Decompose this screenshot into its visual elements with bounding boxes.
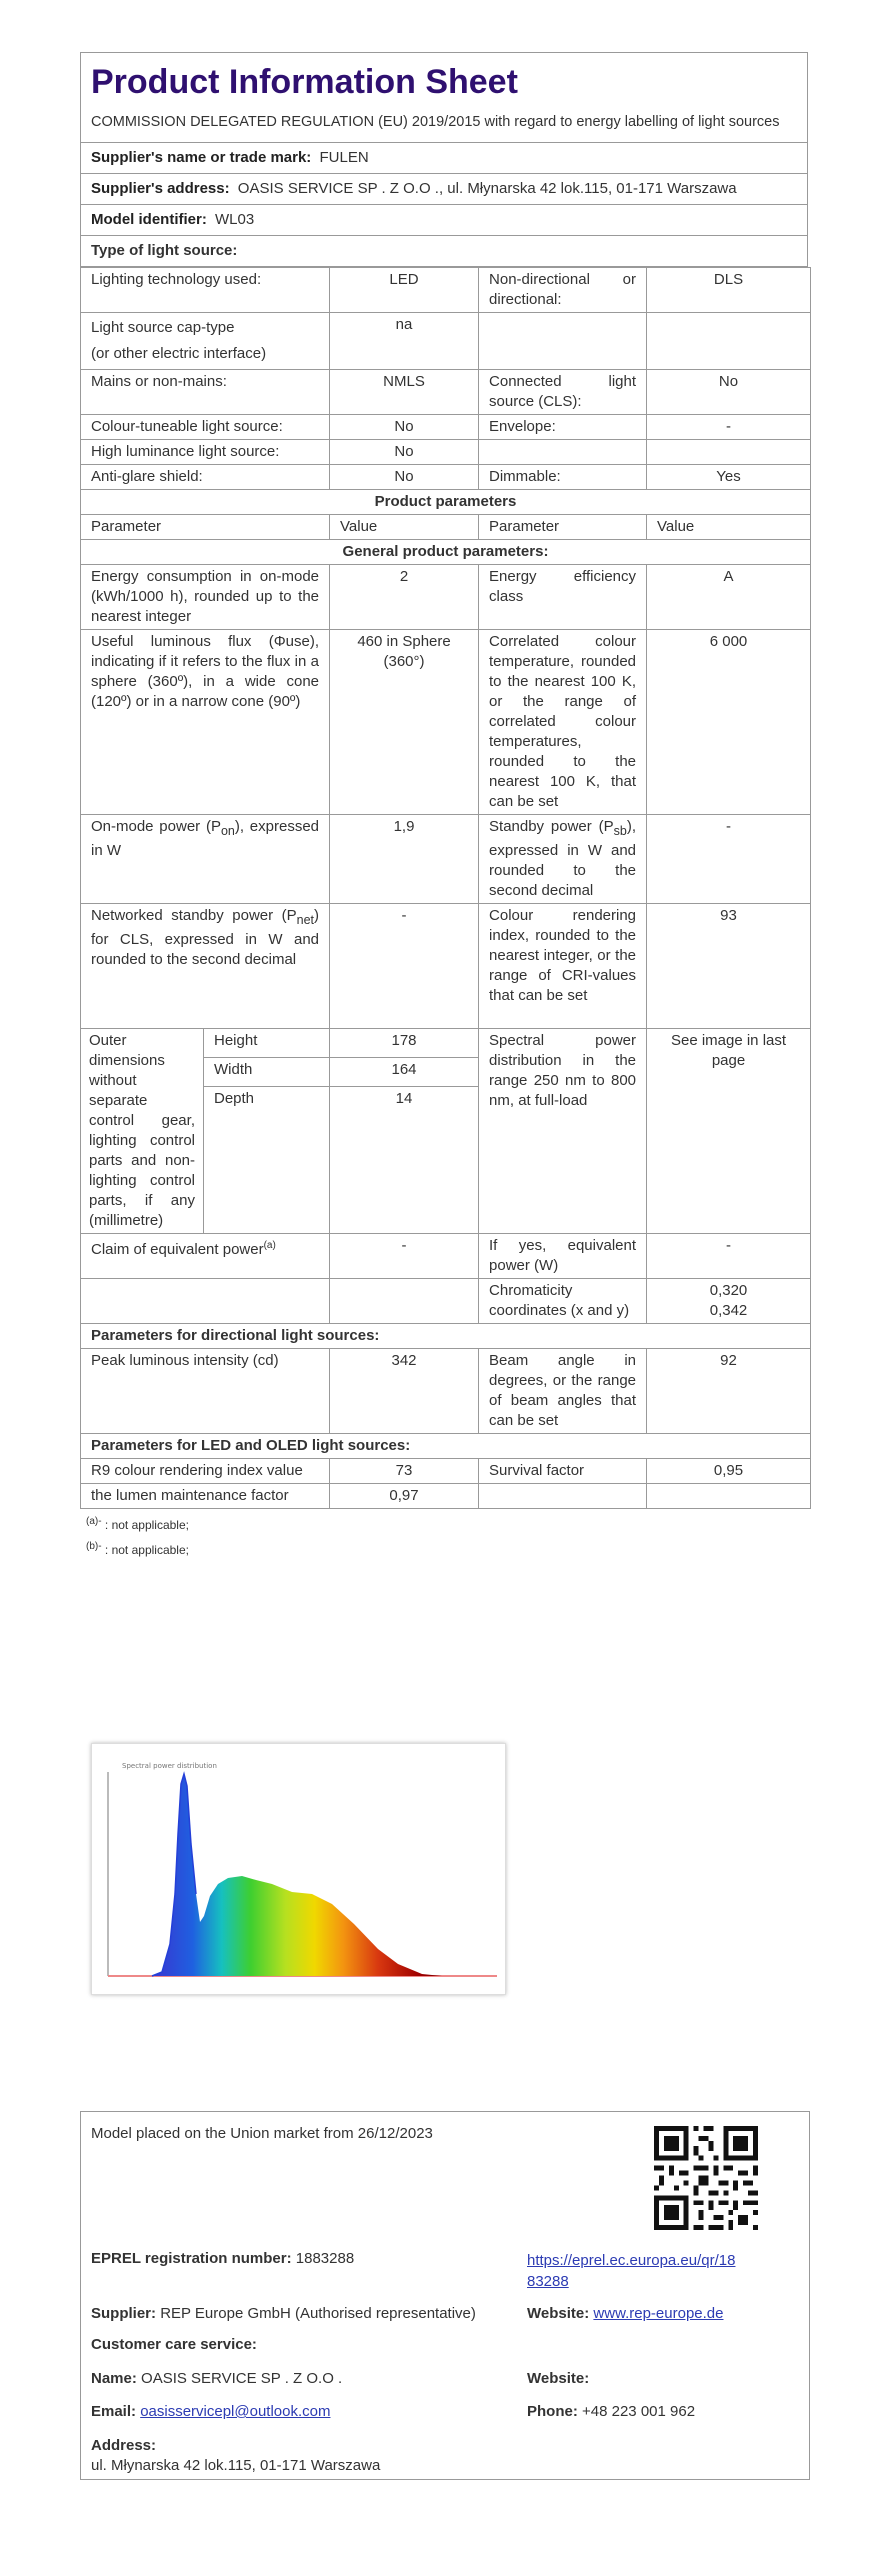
website-link[interactable]: www.rep-europe.de [593,2305,724,2322]
table-row: the lumen maintenance factor 0,97 [81,1484,811,1509]
footnote-b: $^{(b)-}$ : not applicable; [86,1541,189,1557]
name-row: Name: OASIS SERVICE SP . Z O.O . [91,2370,343,2387]
eprel-registration: EPREL registration number: 1883288 [91,2250,355,2267]
table-row: Depth 14 [81,1087,811,1234]
type-section-heading: Type of light source: [80,236,808,267]
phone-row: Phone: +48 223 001 962 [527,2403,696,2420]
table-row: On-mode power $(P_{on})$, expressed in W 1,9 Standby power $(P_{sb})$, expressed in W and rounded to the second decimal - [81,815,811,904]
address-heading: Address: [91,2437,157,2454]
table-row: Width 164 [81,1058,811,1087]
email-row: Email: oasisservicepl@outlook.com [91,2403,331,2420]
section-row: Parameters for LED and OLED light sources: [81,1434,811,1459]
product-information-sheet [80,52,808,1559]
table-row: Energy consumption in on-mode (kWh/1000 h), rounded up to the nearest integer 2 Energy efficiency class A [81,565,811,630]
column-header-row: Parameter Value Parameter Value [81,515,811,540]
table-row: Light source cap-type (or other electric interface) na [81,313,811,370]
supplier-name-row: Supplier's name or trade mark: FULEN [80,143,808,174]
table-row: Colour-tuneable light source: No Envelope: - [81,415,811,440]
table-row: Useful luminous flux (Φuse), indicating if it refers to the flux in a sphere (360º), in a wide cone (120º) or in a narrow cone (90º) 460 in Sphere (360°) Correlated colour temperature, rounded to the nearest 100 K, or the range of correlated colour temperatures, rounded to the nearest 100 K, that can be set 6 000 [81,630,811,815]
footer-panel [80,2111,810,2480]
table-row: Claim of equivalent power$^{(a)}$ - If yes, equivalent power (W) - [81,1234,811,1279]
parameters-table [80,267,811,1509]
header [80,52,808,143]
footnote-a: $^{(a)-}$ : not applicable; [86,1516,189,1532]
regulation-text: COMMISSION DELEGATED REGULATION (EU) 2019/2015 with regard to energy labelling of light sources [91,114,780,130]
market-date: Model placed on the Union market from 26/12/2023 [91,2125,433,2142]
section-row: Parameters for directional light sources: [81,1324,811,1349]
qr-code [654,2126,758,2230]
section-row: Product parameters [81,490,811,515]
eprel-link[interactable]: https://eprel.ec.europa.eu/qr/18 83288 [527,2252,736,2290]
website2-row: Website: [527,2370,590,2387]
page-title: Product Information Sheet [91,63,518,101]
table-row: Outer dimensions without separate control gear, lighting control parts and non-lighting control parts, if any (millimetre) Height 178 Spectral power distribution in the range 250 nm to 800 nm, at full-load See image in last page [81,1029,811,1058]
table-row: Anti-glare shield: No Dimmable: Yes [81,465,811,490]
supplier-address-row: Supplier's address: OASIS SERVICE SP . Z O.O ., ul. Młynarska 42 lok.115, 01-171 Warszawa [80,174,808,205]
email-link[interactable]: oasisservicepl@outlook.com [140,2403,331,2420]
customer-care-heading: Customer care service: [91,2336,257,2353]
spectral-distribution-image [91,1743,506,1995]
table-row: Lighting technology used: LED Non-directional or directional: DLS [81,268,811,313]
model-identifier-row: Model identifier: WL03 [80,205,808,236]
table-row: Chromaticity coordinates (x and y) 0,320 0,342 [81,1279,811,1324]
spectrum-caption: Spectral power distribution [122,1762,217,1770]
supplier-row: Supplier: REP Europe GmbH (Authorised representative) [91,2305,476,2322]
table-row: R9 colour rendering index value 73 Survival factor 0,95 [81,1459,811,1484]
table-row: High luminance light source: No [81,440,811,465]
table-row: Mains or non-mains: NMLS Connected light source (CLS): No [81,370,811,415]
section-row: General product parameters: [81,540,811,565]
table-row: Networked standby power $(P_{net})$ for CLS, expressed in W and rounded to the second decimal - Colour rendering index, rounded to the nearest integer, or the range of CRI-values that can be set 93 [81,904,811,1029]
website-row: Website: www.rep-europe.de [527,2305,724,2322]
table-row: Peak luminous intensity (cd) 342 Beam angle in degrees, or the range of beam angles that can be set 92 [81,1349,811,1434]
address-value: ul. Młynarska 42 lok.115, 01-171 Warszawa [91,2457,381,2474]
spectrum-graph [92,1744,505,1994]
